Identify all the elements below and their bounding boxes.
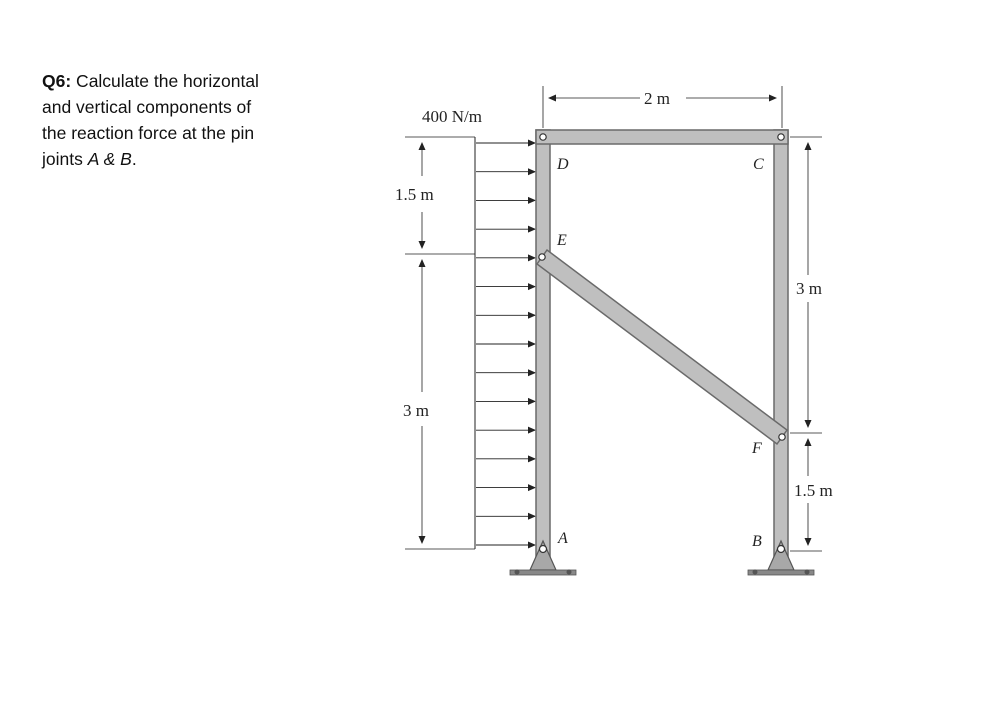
dim-left-upper: 1.5 m [395, 185, 434, 204]
question-body: Calculate the horizontal and vertical components of the reaction force at the pin joints [42, 71, 259, 169]
member-top-beam [536, 130, 788, 144]
dim-right-lower: 1.5 m [794, 481, 833, 500]
member-right-column [774, 130, 788, 560]
point-label-B: B [752, 533, 762, 550]
load-label: 400 N/m [422, 107, 482, 126]
member-left-column [536, 130, 550, 560]
point-label-C: C [753, 156, 764, 173]
dim-top: 2 m [644, 89, 670, 108]
dim-left-lower: 3 m [403, 401, 429, 420]
member-diagonal-EF [537, 250, 787, 444]
question-points: A & B [87, 149, 132, 169]
point-label-A: A [558, 530, 568, 547]
distributed-load-arrows [476, 143, 535, 545]
frame-members [536, 130, 788, 560]
point-label-D: D [557, 156, 569, 173]
point-label-F: F [752, 440, 762, 457]
dim-right-upper: 3 m [796, 279, 822, 298]
point-label-E: E [557, 232, 567, 249]
question-end: . [131, 149, 137, 169]
question-label: Q6: [42, 71, 72, 91]
